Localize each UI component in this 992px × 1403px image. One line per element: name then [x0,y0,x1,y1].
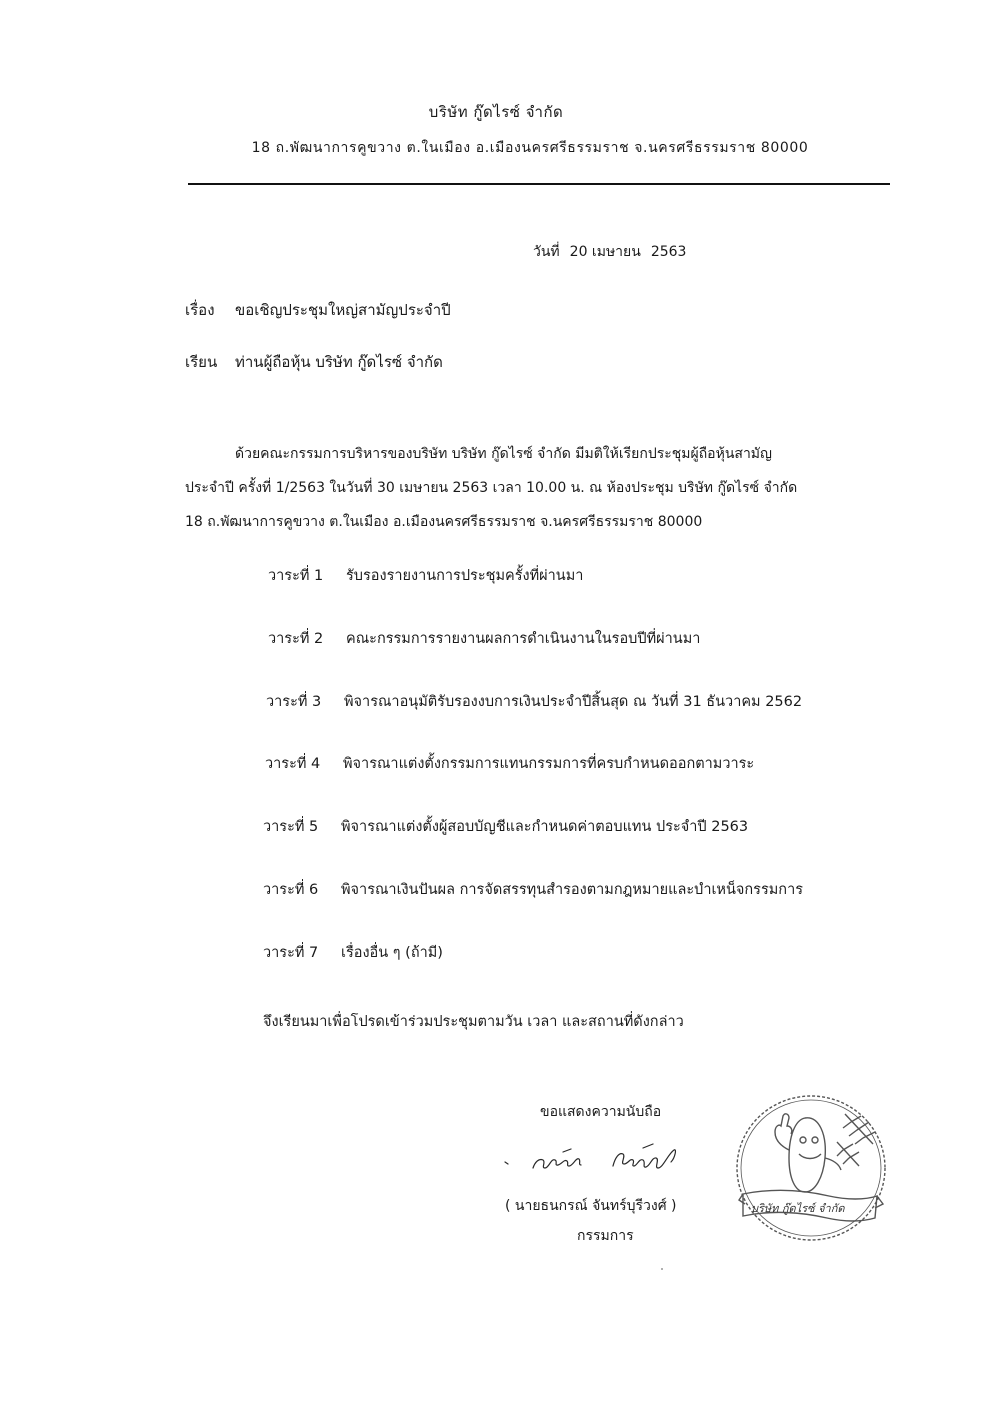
agenda-text: รับรองรายงานการประชุมครั้งที่ผ่านมา [346,568,584,584]
agenda-number: วาระที่ 2 [268,631,324,647]
agenda-number: วาระที่ 4 [265,756,321,772]
agenda-text: พิจารณาแต่งตั้งกรรมการแทนกรรมการที่ครบกำหนดออกตามวาระ [343,756,755,772]
closing-text: จึงเรียนมาเพื่อโปรดเข้าร่วมประชุมตามวัน เวลา และสถานที่ดังกล่าว [263,1014,684,1030]
date-line [533,241,686,263]
subject-label: เรื่อง [185,301,215,319]
agenda-number: วาระที่ 6 [263,882,319,898]
agenda-text: พิจารณาอนุมัติรับรองงบการเงินประจำปีสิ้นสุด ณ วันที่ 31 ธันวาคม 2562 [344,694,803,710]
agenda-item [263,815,748,838]
company-name: บริษัท กู๊ดไรซ์ จำกัด [428,103,564,121]
agenda-number: วาระที่ 5 [263,819,319,835]
signer-name: ( นายธนกรณ์ จันทร์บุรีวงศ์ ) [505,1198,677,1214]
agenda-item [263,941,443,964]
agenda-number: วาระที่ 7 [263,945,319,961]
seal-text: บริษัท กู๊ดไรซ์ จำกัด [751,1202,845,1215]
date-year: 2563 [650,244,687,260]
header-divider [188,183,890,185]
subject-text: ขอเชิญประชุมใหญ่สามัญประจำปี [235,301,451,319]
recipient-line [185,350,443,374]
agenda-text: พิจารณาเงินปันผล การจัดสรรทุนสำรองตามกฎหมายและบำเหน็จกรรมการ [341,882,804,898]
agenda-item [268,564,583,587]
recipient-text: ท่านผู้ถือหุ้น บริษัท กู๊ดไรซ์ จำกัด [235,353,443,371]
agenda-item [263,878,803,901]
agenda-item [265,752,754,775]
regards-text: ขอแสดงความนับถือ [540,1104,662,1120]
body-line-1: ด้วยคณะกรรมการบริหารของบริษัท บริษัท กู๊ดไรซ์ จำกัด มีมติให้เรียกประชุมผู้ถือหุ้นสามัญ [235,446,772,462]
agenda-text: พิจารณาแต่งตั้งผู้สอบบัญชีและกำหนดค่าตอบแทน ประจำปี 2563 [341,819,749,835]
scan-speck [661,1268,663,1270]
date-label: วันที่ [533,244,560,260]
recipient-label: เรียน [185,353,218,371]
body-line-3: 18 ถ.พัฒนาการคูขวาง ต.ในเมือง อ.เมืองนครศรีธรรมราช จ.นครศรีธรรมราช 80000 [185,514,703,530]
company-address: 18 ถ.พัฒนาการคูขวาง ต.ในเมือง อ.เมืองนครศรีธรรมราช จ.นครศรีธรรมราช 80000 [251,140,809,156]
agenda-item [268,627,700,650]
subject-line [185,298,451,322]
agenda-text: คณะกรรมการรายงานผลการดำเนินงานในรอบปีที่ผ่านมา [346,631,701,647]
agenda-number: วาระที่ 3 [266,694,322,710]
agenda-number: วาระที่ 1 [268,568,324,584]
agenda-text: เรื่องอื่น ๆ (ถ้ามี) [341,945,443,961]
date-value: 20 เมษายน [569,244,641,260]
handwritten-signature [503,1138,718,1178]
signer-position: กรรมการ [577,1228,634,1244]
company-seal-mascot-icon [733,1088,893,1252]
body-line-2: ประจำปี ครั้งที่ 1/2563 ในวันที่ 30 เมษายน 2563 เวลา 10.00 น. ณ ห้องประชุม บริษัท กู๊ดไรซ์ จำกัด [185,480,798,496]
agenda-item [266,690,802,713]
